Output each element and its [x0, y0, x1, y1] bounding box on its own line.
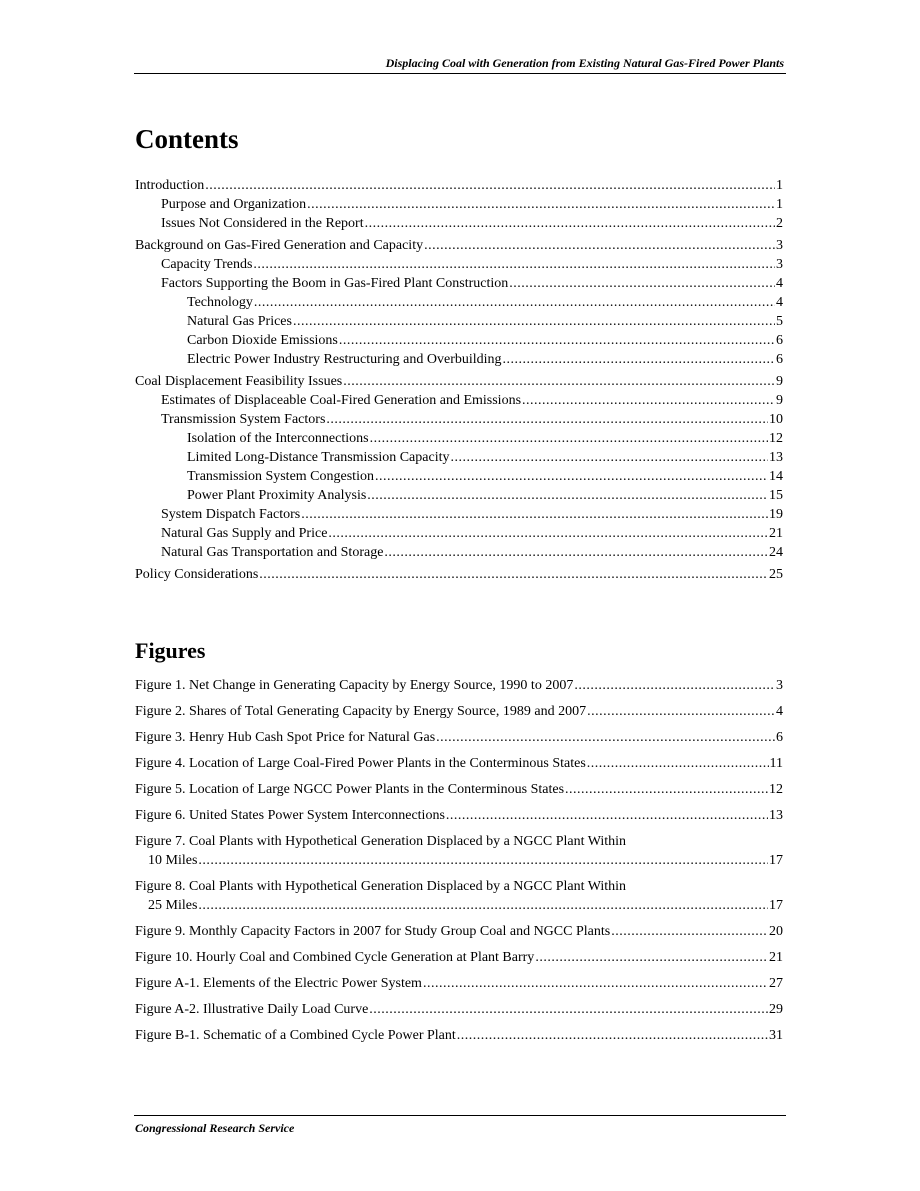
- toc-entry-title: Factors Supporting the Boom in Gas-Fired Plant Construction: [161, 276, 509, 291]
- toc-entry-page: 3: [776, 238, 783, 253]
- running-footer: Congressional Research Service: [135, 1121, 295, 1135]
- toc-entry-page: 25: [769, 567, 783, 582]
- toc-entry-title: Background on Gas-Fired Generation and Capacity: [135, 238, 424, 253]
- figure-entry-title: Figure 8. Coal Plants with Hypothetical Generation Displaced by a NGCC Plant Within: [135, 879, 627, 894]
- figure-entry-line: [135, 851, 783, 870]
- figures-heading: Figures: [135, 638, 206, 663]
- toc-entry-page: 4: [776, 276, 783, 291]
- dot-leader: [326, 410, 768, 429]
- toc-entry-title: Purpose and Organization: [161, 197, 307, 212]
- figure-entry-line: [135, 676, 783, 695]
- toc-entry-title: Transmission System Congestion: [187, 469, 374, 484]
- dot-leader: [457, 1026, 768, 1045]
- figure-entry-page: 3: [776, 678, 783, 693]
- toc-entry-title: Electric Power Industry Restructuring and Overbuilding: [187, 352, 502, 367]
- figure-entry[interactable]: [135, 877, 783, 915]
- figure-entry-line: [135, 1000, 783, 1019]
- footer-divider: [134, 1115, 786, 1116]
- toc-entry-page: 10: [769, 412, 783, 427]
- contents-heading: Contents: [135, 124, 239, 154]
- figure-entry-line: [135, 974, 783, 993]
- toc-entry-page: 15: [769, 488, 783, 503]
- dot-leader: [198, 851, 768, 870]
- toc-entry-page: 2: [776, 216, 783, 231]
- dot-leader: [436, 728, 775, 747]
- toc-entry-title: Issues Not Considered in the Report: [161, 216, 364, 231]
- toc-entry[interactable]: [135, 350, 783, 369]
- dot-leader: [450, 448, 768, 467]
- figure-entry-title: Figure A-1. Elements of the Electric Power System: [135, 976, 422, 991]
- figure-entry-page: 27: [769, 976, 783, 991]
- figures-list: [135, 676, 783, 1052]
- toc-entry[interactable]: [135, 214, 783, 233]
- dot-leader: [423, 974, 768, 993]
- dot-leader: [370, 429, 768, 448]
- toc-entry-title: Natural Gas Prices: [187, 314, 292, 329]
- dot-leader: [611, 922, 768, 941]
- toc-entry-title: System Dispatch Factors: [161, 507, 301, 522]
- figure-entry[interactable]: [135, 922, 783, 941]
- dot-leader: [367, 486, 768, 505]
- toc-entry[interactable]: [135, 293, 783, 312]
- figure-entry[interactable]: [135, 1000, 783, 1019]
- dot-leader: [365, 214, 775, 233]
- dot-leader: [375, 467, 768, 486]
- figure-entry-page: 17: [769, 898, 783, 913]
- toc-entry-page: 13: [769, 450, 783, 465]
- toc-entry-title: Natural Gas Supply and Price: [161, 526, 328, 541]
- toc-entry[interactable]: [135, 467, 783, 486]
- toc-entry[interactable]: [135, 543, 783, 562]
- contents-list: [135, 176, 783, 584]
- toc-entry-page: 1: [776, 178, 783, 193]
- dot-leader: [205, 176, 775, 195]
- figure-entry-page: 31: [769, 1028, 783, 1043]
- figure-entry[interactable]: [135, 1026, 783, 1045]
- figure-entry-page: 12: [769, 782, 783, 797]
- figure-entry-page: 29: [769, 1002, 783, 1017]
- toc-entry-title: Natural Gas Transportation and Storage: [161, 545, 384, 560]
- dot-leader: [328, 524, 768, 543]
- figure-entry-line: [135, 922, 783, 941]
- dot-leader: [503, 350, 775, 369]
- toc-entry[interactable]: [135, 486, 783, 505]
- dot-leader: [424, 236, 775, 255]
- figure-entry-title-cont: 25 Miles: [148, 898, 198, 913]
- toc-entry-page: 12: [769, 431, 783, 446]
- toc-entry-page: 3: [776, 257, 783, 272]
- toc-entry-title: Coal Displacement Feasibility Issues: [135, 374, 343, 389]
- toc-entry-page: 6: [776, 352, 783, 367]
- figure-entry[interactable]: [135, 806, 783, 825]
- toc-entry[interactable]: [135, 391, 783, 410]
- dot-leader: [574, 676, 775, 695]
- toc-entry[interactable]: [135, 331, 783, 350]
- dot-leader: [565, 780, 768, 799]
- dot-leader: [301, 505, 768, 524]
- figure-entry-title: Figure 7. Coal Plants with Hypothetical Generation Displaced by a NGCC Plant Within: [135, 834, 627, 849]
- toc-entry[interactable]: [135, 565, 783, 584]
- figure-entry-title: Figure A-2. Illustrative Daily Load Curve: [135, 1002, 369, 1017]
- figure-entry-title: Figure 4. Location of Large Coal-Fired Power Plants in the Conterminous States: [135, 756, 586, 771]
- figure-entry-page: 6: [776, 730, 783, 745]
- toc-entry-page: 4: [776, 295, 783, 310]
- toc-entry-title: Transmission System Factors: [161, 412, 326, 427]
- toc-entry[interactable]: [135, 236, 783, 255]
- dot-leader: [587, 702, 775, 721]
- toc-entry-title: Capacity Trends: [161, 257, 253, 272]
- toc-entry-page: 19: [769, 507, 783, 522]
- dot-leader: [522, 391, 775, 410]
- figure-entry[interactable]: [135, 702, 783, 721]
- toc-entry-page: 9: [776, 393, 783, 408]
- figure-entry-title: Figure 1. Net Change in Generating Capacity by Energy Source, 1990 to 2007: [135, 678, 574, 693]
- figure-entry-page: 13: [769, 808, 783, 823]
- toc-entry[interactable]: [135, 274, 783, 293]
- figure-entry[interactable]: [135, 948, 783, 967]
- figure-entry-line: [135, 754, 783, 773]
- figure-entry[interactable]: [135, 780, 783, 799]
- figure-entry[interactable]: [135, 974, 783, 993]
- figure-entry-page: 4: [776, 704, 783, 719]
- figure-entry-title: Figure 6. United States Power System Interconnections: [135, 808, 445, 823]
- figure-entry-line: [135, 948, 783, 967]
- figure-entry[interactable]: [135, 754, 783, 773]
- toc-entry-title: Technology: [187, 295, 253, 310]
- dot-leader: [509, 274, 775, 293]
- toc-entry-title: Policy Considerations: [135, 567, 259, 582]
- dot-leader: [535, 948, 768, 967]
- toc-entry[interactable]: [135, 255, 783, 274]
- toc-entry-title: Carbon Dioxide Emissions: [187, 333, 338, 348]
- figure-entry-line: [135, 702, 783, 721]
- toc-entry-page: 1: [776, 197, 783, 212]
- figure-entry-page: 17: [769, 853, 783, 868]
- figure-entry-page: 11: [769, 756, 783, 771]
- figure-entry-line: [135, 1026, 783, 1045]
- figure-entry[interactable]: [135, 676, 783, 695]
- figure-entry[interactable]: [135, 728, 783, 747]
- figure-entry-line: [135, 728, 783, 747]
- toc-entry[interactable]: [135, 448, 783, 467]
- toc-entry[interactable]: [135, 195, 783, 214]
- dot-leader: [253, 255, 775, 274]
- dot-leader: [307, 195, 775, 214]
- dot-leader: [384, 543, 768, 562]
- figure-entry-page: 20: [769, 924, 783, 939]
- figure-entry-title: Figure 3. Henry Hub Cash Spot Price for Natural Gas: [135, 730, 436, 745]
- figure-entry-line: [135, 780, 783, 799]
- dot-leader: [339, 331, 775, 350]
- toc-entry[interactable]: [135, 505, 783, 524]
- dot-leader: [254, 293, 775, 312]
- figure-entry-title: Figure 9. Monthly Capacity Factors in 2007 for Study Group Coal and NGCC Plants: [135, 924, 611, 939]
- figure-entry-title: Figure 2. Shares of Total Generating Capacity by Energy Source, 1989 and 2007: [135, 704, 587, 719]
- toc-entry[interactable]: [135, 312, 783, 331]
- dot-leader: [343, 372, 775, 391]
- figure-entry[interactable]: [135, 832, 783, 870]
- figure-entry-title: Figure B-1. Schematic of a Combined Cycle Power Plant: [135, 1028, 456, 1043]
- header-divider: [134, 73, 786, 74]
- toc-entry-title: Power Plant Proximity Analysis: [187, 488, 367, 503]
- dot-leader: [293, 312, 775, 331]
- figure-entry-line: [135, 896, 783, 915]
- figure-entry-title-cont: 10 Miles: [148, 853, 198, 868]
- toc-entry-title: Isolation of the Interconnections: [187, 431, 369, 446]
- dot-leader: [259, 565, 768, 584]
- toc-entry[interactable]: [135, 372, 783, 391]
- figure-entry-title: Figure 10. Hourly Coal and Combined Cycle Generation at Plant Barry: [135, 950, 535, 965]
- figure-entry-line: [135, 806, 783, 825]
- toc-entry-page: 14: [769, 469, 783, 484]
- running-header: Displacing Coal with Generation from Existing Natural Gas-Fired Power Plants: [385, 56, 784, 70]
- dot-leader: [198, 896, 768, 915]
- toc-entry[interactable]: [135, 524, 783, 543]
- figure-entry-title: Figure 5. Location of Large NGCC Power Plants in the Conterminous States: [135, 782, 565, 797]
- toc-entry-page: 21: [769, 526, 783, 541]
- toc-entry-title: Introduction: [135, 178, 205, 193]
- toc-entry[interactable]: [135, 176, 783, 195]
- toc-entry-page: 9: [776, 374, 783, 389]
- toc-entry-page: 5: [776, 314, 783, 329]
- toc-entry-title: Limited Long-Distance Transmission Capacity: [187, 450, 450, 465]
- toc-entry[interactable]: [135, 429, 783, 448]
- dot-leader: [587, 754, 769, 773]
- toc-entry-page: 6: [776, 333, 783, 348]
- figure-entry-page: 21: [769, 950, 783, 965]
- dot-leader: [369, 1000, 768, 1019]
- toc-entry[interactable]: [135, 410, 783, 429]
- toc-entry-page: 24: [769, 545, 783, 560]
- toc-entry-title: Estimates of Displaceable Coal-Fired Generation and Emissions: [161, 393, 522, 408]
- dot-leader: [446, 806, 768, 825]
